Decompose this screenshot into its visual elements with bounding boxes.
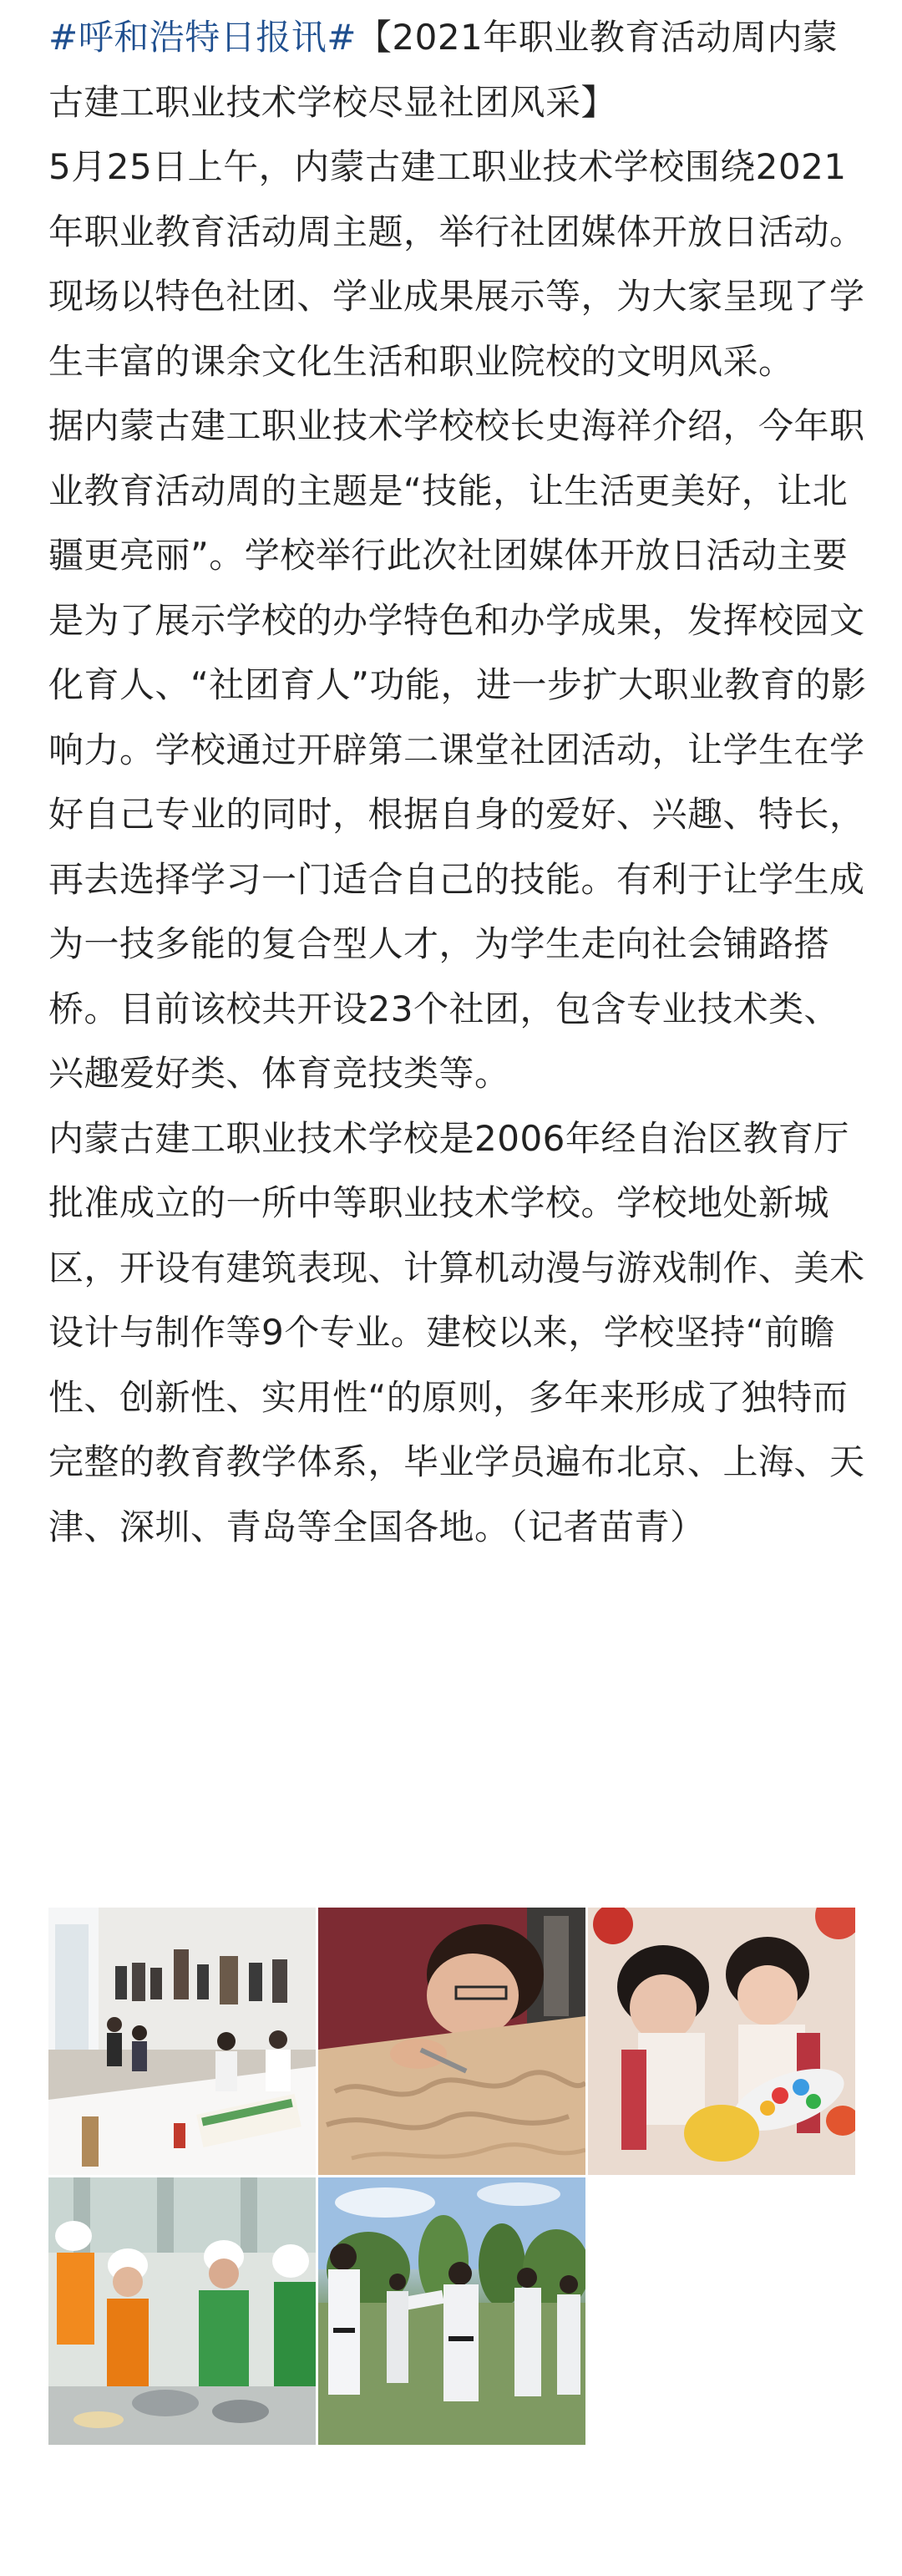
post-paragraph: 内蒙古建工职业技术学校是2006年经自治区教育厅批准成立的一所中等职业技术学校。学校地处新城区，开设有建筑表现、计算机动漫与游戏制作、美术设计与制作等9个专业。建校以来，学校坚持“前瞻性、创新性、实用性“的原则，多年来形成了独特而完整的教育教学体系，毕业学员遍布北京、上海、天津、深圳、青岛等全国各地。（记者苗青） (48, 1117, 865, 1547)
headline-text: 【2021年职业教育活动周内蒙古建工职业技术学校尽显社团风采】 (48, 17, 839, 123)
post-text (48, 5, 870, 1559)
student-carving-image (318, 1908, 585, 2175)
students-embroidery-image (588, 1908, 855, 2175)
photo-student-carving[interactable] (318, 1908, 585, 2175)
post-paragraph: 据内蒙古建工职业技术学校校长史海祥介绍，今年职业教育活动周的主题是“技能，让生活更美好，让北疆更亮丽”。学校举行此次社团媒体开放日活动主要是为了展示学校的办学特色和办学成果，发挥校园文化育人、“社团育人”功能，进一步扩大职业教育的影响力。学校通过开辟第二课堂社团活动，让学生在学好自己专业的同时，根据自身的爱好、兴趣、特长，再去选择学习一门适合自己的技能。有利于让学生成为一技多能的复合型人才，为学生走向社会铺路搭桥。目前该校共开设23个社团，包含专业技术类、兴趣爱好类、体育竞技类等。 (48, 405, 867, 1094)
post-paragraph: 5月25日上午，内蒙古建工职业技术学校围绕2021年职业教育活动周主题，举行社团媒体开放日活动。现场以特色社团、学业成果展示等，为大家呈现了学生丰富的课余文化生活和职业院校的文明风采。 (48, 146, 865, 382)
post-paragraph-headline (48, 5, 870, 135)
calligraphy-classroom-image (48, 1908, 316, 2175)
hashtag-link[interactable]: #呼和浩特日报讯# (48, 17, 357, 58)
photo-cooking-class[interactable] (48, 2177, 316, 2445)
taekwondo-outdoor-image (318, 2177, 585, 2445)
photo-students-embroidery[interactable] (588, 1908, 855, 2175)
cooking-class-image (48, 2177, 316, 2445)
photo-grid (48, 1908, 855, 2445)
photo-calligraphy-classroom[interactable] (48, 1908, 316, 2175)
photo-taekwondo-outdoor[interactable] (318, 2177, 585, 2445)
